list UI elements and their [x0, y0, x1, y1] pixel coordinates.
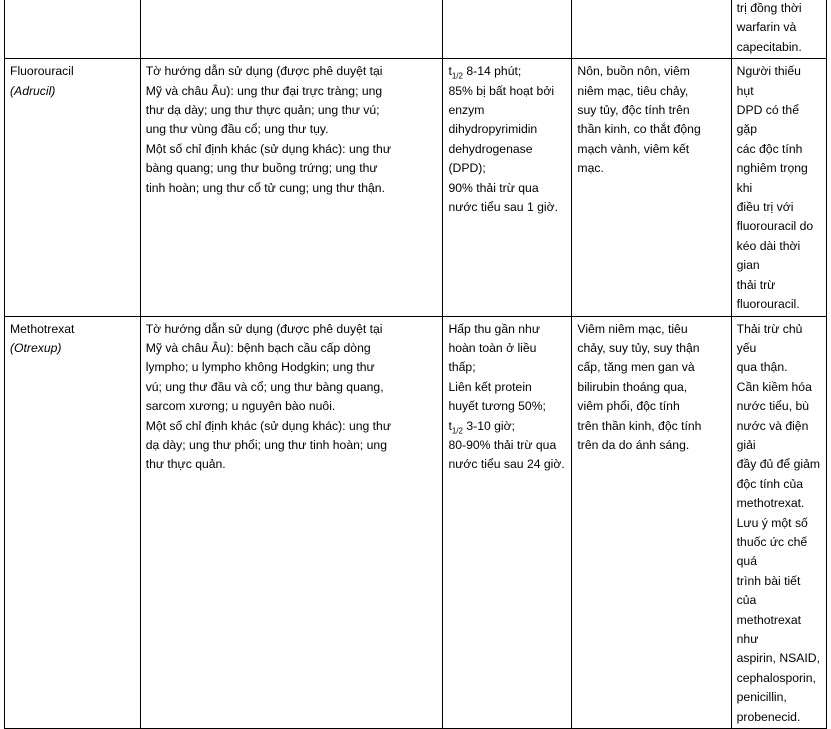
- text-line: Liên kết protein: [448, 379, 532, 394]
- text-line: thuốc ức chế quá: [736, 534, 808, 569]
- half-life-symbol: t: [448, 418, 452, 433]
- text-line: sarcom xương; u nguyên bào nuôi.: [145, 399, 336, 414]
- text-line: Viêm niêm mạc, tiêu: [577, 321, 688, 336]
- half-life-symbol: t: [448, 64, 452, 79]
- text-line: điều trị với: [736, 200, 794, 215]
- text-line: nước tiểu, bù: [736, 399, 810, 414]
- text-line: trình bài tiết của: [736, 573, 801, 608]
- half-life-value: 3-10 giờ;: [462, 418, 516, 433]
- text-line: lympho; u lympho không Hodgkin; ung thư: [145, 360, 375, 375]
- half-life-line: [448, 62, 566, 81]
- text-line: trên thần kinh, độc tính: [577, 418, 702, 433]
- text-line: hoàn toàn ở liều: [448, 340, 537, 355]
- text-line: capecitabin.: [736, 39, 802, 54]
- half-life-line: [448, 417, 566, 436]
- text-line: dehydrogenase: [448, 141, 533, 156]
- cell-adverse-effects: [572, 59, 731, 316]
- text-line: tinh hoàn; ung thư cổ tử cung; ung thư thận.: [145, 180, 385, 195]
- text-line: thải trừ: [736, 277, 776, 292]
- text-line: nước tiểu sau 1 giờ.: [448, 200, 558, 215]
- text-line: mạc.: [577, 161, 604, 176]
- text-line: Tờ hướng dẫn sử dụng (được phê duyệt tại: [145, 321, 383, 336]
- text-line: nước tiểu sau 24 giờ.: [448, 457, 565, 472]
- text-line: trị đồng thời: [736, 1, 802, 15]
- cell-notes: [731, 316, 826, 729]
- text-line: viêm phổi, độc tính: [577, 399, 680, 414]
- text-line: fluorouracil.: [736, 297, 800, 312]
- half-life-subscript: 1/2: [451, 425, 463, 435]
- cell-empty: [443, 0, 572, 59]
- text-line: thấp;: [448, 360, 476, 375]
- table-row-fluorouracil: [5, 59, 827, 316]
- text-line: methotrexat như: [736, 612, 802, 646]
- text-line: qua thận.: [736, 360, 788, 375]
- drug-table: [4, 0, 827, 729]
- text-line: bilirubin thoáng qua,: [577, 379, 688, 394]
- text-line: nước và điện giải: [736, 418, 809, 452]
- text-line: 85% bị bất hoạt bởi: [448, 83, 555, 98]
- text-line: độc tính của: [736, 476, 804, 491]
- text-line: Thải trừ chủ yếu: [736, 321, 803, 355]
- text-line: 80-90% thải trừ qua: [448, 437, 557, 452]
- text-line: methotrexat.: [736, 496, 805, 511]
- text-line: Nôn, buồn nôn, viêm: [577, 64, 690, 79]
- text-line: penicillin,: [736, 690, 787, 705]
- cell-pharmacokinetics: [443, 59, 572, 316]
- text-line: thư thực quản.: [145, 457, 226, 472]
- text-line: dihydropyrimidin: [448, 122, 538, 137]
- cell-empty: [5, 0, 141, 59]
- text-line: enzym: [448, 103, 485, 118]
- half-life-subscript: 1/2: [451, 71, 463, 81]
- text-line: vú; ung thư đầu và cổ; ung thư bàng quang,: [145, 379, 384, 394]
- text-line: Một số chỉ định khác (sử dụng khác): ung thư: [145, 418, 391, 433]
- text-line: fluorouracil do: [736, 219, 814, 234]
- text-line: Một số chỉ định khác (sử dụng khác): ung thư: [145, 141, 391, 156]
- text-line: Người thiếu hụt: [736, 64, 801, 98]
- cell-empty: [140, 0, 443, 59]
- text-line: cephalosporin,: [736, 670, 816, 685]
- text-line: các độc tính: [736, 141, 803, 156]
- text-line: DPD có thể gặp: [736, 103, 799, 137]
- text-line: Lưu ý một số: [736, 515, 808, 530]
- text-line: Hấp thu gần như: [448, 321, 540, 336]
- text-line: dạ dày; ung thư phổi; ung thư tinh hoàn; ung: [145, 437, 387, 452]
- text-line: nghiêm trọng khi: [736, 161, 808, 195]
- drug-brand: (Adrucil): [10, 83, 56, 98]
- text-line: niêm mạc, tiêu chảy,: [577, 83, 689, 98]
- text-line: probenecid.: [736, 709, 801, 724]
- cell-notes-continued: [731, 0, 826, 59]
- cell-indications: [140, 59, 443, 316]
- cell-pharmacokinetics: [443, 316, 572, 729]
- text-line: đầy đủ để giảm: [736, 457, 820, 472]
- cell-indications: [140, 316, 443, 729]
- text-line: warfarin và: [736, 20, 797, 35]
- text-line: suy tủy, độc tính trên: [577, 103, 690, 118]
- cell-adverse-effects: [572, 316, 731, 729]
- table-row-methotrexat: [5, 316, 827, 729]
- text-line: Cần kiềm hóa: [736, 379, 812, 394]
- text-line: trên da do ánh sáng.: [577, 437, 690, 452]
- text-line: cấp, tăng men gan và: [577, 360, 695, 375]
- text-line: ung thư vùng đầu cổ; ung thư tụy.: [145, 122, 329, 137]
- cell-empty: [572, 0, 731, 59]
- text-line: thần kinh, co thắt động: [577, 122, 701, 137]
- drug-name: Methotrexat: [10, 321, 75, 336]
- text-line: Mỹ và châu Âu): ung thư đại trực tràng; ung: [145, 83, 383, 98]
- text-line: 90% thải trừ qua: [448, 180, 539, 195]
- text-line: aspirin, NSAID,: [736, 651, 820, 666]
- text-line: bàng quang; ung thư buồng trứng; ung thư: [145, 161, 378, 176]
- text-line: Mỹ và châu Âu): bệnh bạch cầu cấp dòng: [145, 340, 371, 355]
- text-line: (DPD);: [448, 161, 486, 176]
- drug-brand: (Otrexup): [10, 340, 62, 355]
- half-life-value: 8-14 phút;: [462, 64, 522, 79]
- drug-name: Fluorouracil: [10, 64, 74, 79]
- cell-drug-name: [5, 316, 141, 729]
- text-line: kéo dài thời gian: [736, 238, 801, 273]
- text-line: mạch vành, viêm kết: [577, 141, 690, 156]
- cell-drug-name: [5, 59, 141, 316]
- text-line: chảy, suy tủy, suy thận: [577, 340, 700, 355]
- text-line: Tờ hướng dẫn sử dụng (được phê duyệt tại: [145, 64, 383, 79]
- table-row-continued: [5, 0, 827, 59]
- text-line: huyết tương 50%;: [448, 399, 546, 414]
- text-line: thư dạ dày; ung thư thực quản; ung thư vú;: [145, 103, 380, 118]
- cell-notes: [731, 59, 826, 316]
